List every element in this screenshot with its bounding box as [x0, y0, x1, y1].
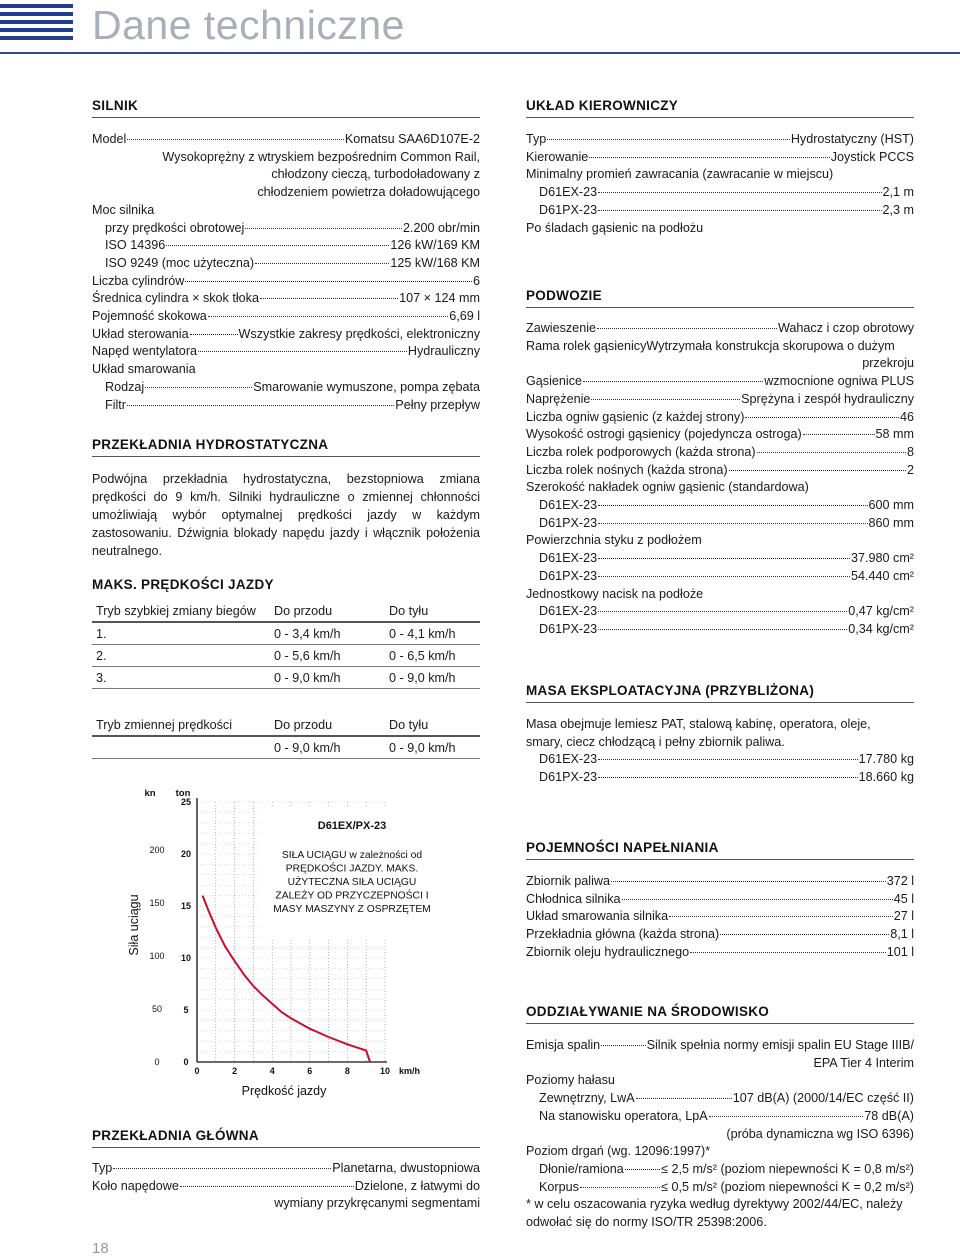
- spec-row: [526, 550, 914, 568]
- spec-row: [92, 326, 480, 344]
- table-header-row: [92, 600, 480, 622]
- table-header-row: [92, 714, 480, 736]
- drgan-label: Poziom drgań (wg. 12096:1997)*: [526, 1144, 711, 1159]
- spec-value: 107 dB(A) (2000/14/EC część II): [732, 1091, 914, 1106]
- section-title-masa: MASA EKSPLOATACYJNA (PRZYBLIŻONA): [526, 683, 914, 703]
- chart-ylabel: Siła uciągu: [127, 894, 141, 956]
- table-cell: 0 - 3,4 km/h: [270, 622, 385, 645]
- masa-specs: [526, 716, 914, 787]
- chart-xlabel: Prędkość jazdy: [241, 1084, 327, 1098]
- chart-y-tick-kn: 150: [149, 897, 165, 908]
- spec-label: Naprężenie: [526, 391, 591, 406]
- spec-label: D61PX-23: [539, 770, 598, 785]
- spec-value: 8: [906, 444, 914, 459]
- spec-label: Gąsienice: [526, 374, 583, 389]
- spec-value: wzmocnione ogniwa PLUS: [764, 374, 914, 389]
- spec-label: Liczba rolek nośnych (każda strona): [526, 462, 728, 477]
- table-cell: 0 - 9,0 km/h: [270, 667, 385, 689]
- spec-value: 2,3 m: [882, 202, 914, 217]
- section-title-glowna: PRZEKŁADNIA GŁÓWNA: [92, 1128, 480, 1148]
- glowna-extra: wymiany przykręcanymi segmentami: [274, 1196, 480, 1211]
- spec-row: [526, 568, 914, 586]
- spec-value: 860 mm: [868, 515, 914, 530]
- spec-label: Korpus: [539, 1179, 579, 1194]
- spec-value: Hydrostatyczny (HST): [790, 132, 914, 146]
- spec-label: D61EX-23: [539, 498, 598, 513]
- spec-row: [92, 290, 480, 308]
- table-row: [92, 736, 480, 759]
- table-cell: 0 - 5,6 km/h: [270, 645, 385, 667]
- spec-value: 17.780 kg: [858, 752, 914, 767]
- chart-x-tick: 6: [307, 1066, 313, 1076]
- spec-label: Typ: [92, 1161, 113, 1175]
- spec-value: 125 kW/168 KM: [390, 255, 480, 270]
- spec-value: 126 kW/169 KM: [390, 238, 480, 253]
- spec-label: Rodzaj: [105, 379, 145, 394]
- spec-row: [526, 1108, 914, 1126]
- spec-value: 2,1 m: [882, 185, 914, 200]
- spec-label: D61PX-23: [539, 621, 598, 636]
- spec-row: [92, 308, 480, 326]
- section-title-kierownica: UKŁAD KIEROWNICZY: [526, 98, 914, 118]
- spec-row: [526, 409, 914, 427]
- chart-x-tick: 2: [232, 1066, 238, 1076]
- spec-row: [526, 1161, 914, 1179]
- header-divider: [0, 52, 960, 54]
- spec-row: [526, 1179, 914, 1197]
- table-cell: 0 - 9,0 km/h: [385, 736, 480, 759]
- chart-y-tick-kn: 0: [154, 1057, 160, 1067]
- table-cell: 0 - 4,1 km/h: [385, 622, 480, 645]
- spec-value: 6: [472, 273, 480, 288]
- glowna-specs: [92, 1160, 480, 1213]
- spec-value: 2: [906, 462, 914, 477]
- spec-value: Planetarna, dwustopniowa: [332, 1161, 480, 1175]
- spec-row: [526, 391, 914, 409]
- spec-value: 0,47 kg/cm²: [848, 604, 914, 619]
- spec-label: ISO 9249 (moc użyteczna): [105, 255, 255, 270]
- spec-row: [526, 926, 914, 944]
- spec-row: [92, 273, 480, 291]
- table-row: [92, 645, 480, 667]
- spec-row: [92, 220, 480, 238]
- spec-value: 0,34 kg/cm²: [848, 621, 914, 636]
- srodowisko-specs: [526, 1037, 914, 1232]
- spec-value: ≤ 0,5 m/s² (poziom niepewności K = 0,2 m/s²): [661, 1179, 914, 1194]
- table-cell: 0 - 9,0 km/h: [270, 736, 385, 759]
- chart-y-tick-ton: 0: [183, 1057, 189, 1067]
- halas-extra: (próba dynamiczna wg ISO 6396): [726, 1126, 914, 1141]
- section-title-podwozie: PODWOZIE: [526, 288, 914, 308]
- table-header-cell: Do przodu: [270, 600, 385, 622]
- spec-row: [92, 1178, 480, 1196]
- spec-label: ISO 14396: [105, 238, 166, 253]
- table-header-cell: Do przodu: [270, 714, 385, 736]
- pow-label: Powierzchnia styku z podłożem: [526, 533, 702, 548]
- spec-row: [526, 184, 914, 202]
- spec-value: Hydrauliczny: [407, 344, 480, 359]
- spec-value: 58 mm: [875, 427, 914, 442]
- chart-x-tick: 0: [194, 1066, 200, 1076]
- spec-row: [92, 397, 480, 415]
- table-cell: 2.: [92, 645, 270, 667]
- spec-value: 6,69 l: [449, 309, 480, 324]
- table-cell: 3.: [92, 667, 270, 689]
- spec-row: [92, 379, 480, 397]
- spec-row: [92, 237, 480, 255]
- spec-label: D61EX-23: [539, 551, 598, 566]
- chart-y-tick-ton: 20: [180, 849, 192, 859]
- spec-label: Filtr: [105, 397, 126, 412]
- drawbar-pull-chart: [110, 780, 440, 1100]
- spec-value: 2.200 obr/min: [402, 220, 480, 235]
- table-cell: [92, 736, 270, 759]
- spec-row: [92, 343, 480, 361]
- chart-annotation: SIŁA UCIĄGU w zależności od PRĘDKOŚCI JAZDY. MAKS. UŻYTECZNA SIŁA UCIĄGU ZALEŻY OD PRZYCZEPNOŚCI I MASY MASZYNY Z OSPRZĘTEM: [273, 850, 431, 915]
- chart-unit-ton: ton: [175, 788, 191, 799]
- table-row: [92, 622, 480, 645]
- rama-line: Rama rolek gąsienicyWytrzymała konstrukcja skorupowa o dużym: [526, 338, 895, 353]
- spec-row: [526, 1090, 914, 1108]
- chart-y-tick-kn: 50: [151, 1003, 163, 1014]
- table-cell: 1.: [92, 622, 270, 645]
- spec-label: Koło napędowe: [92, 1178, 179, 1193]
- kierownica-specs: [526, 131, 914, 237]
- spec-row: [526, 908, 914, 926]
- spec-row: [526, 462, 914, 480]
- spec-label: Zbiornik paliwa: [526, 874, 610, 888]
- speed-table-2: [92, 714, 480, 759]
- spec-label: Układ smarowania silnika: [526, 909, 669, 924]
- spec-label: Pojemność skokowa: [92, 309, 207, 324]
- spec-label: Na stanowisku operatora, LpA: [539, 1108, 708, 1123]
- section-title-silnik: SILNIK: [92, 98, 480, 118]
- table-header-cell: Do tyłu: [385, 600, 480, 622]
- halas-label: Poziomy hałasu: [526, 1073, 615, 1088]
- spec-label: Układ sterowania: [92, 326, 189, 341]
- spec-label: Średnica cylindra × skok tłoka: [92, 291, 259, 306]
- podwozie-specs: [526, 320, 914, 639]
- promien-label: Minimalny promień zawracania (zawracanie w miejscu): [526, 167, 834, 182]
- szer-label: Szerokość nakładek ogniw gąsienic (standardowa): [526, 480, 809, 495]
- chart-x-tick: 4: [269, 1066, 275, 1076]
- spec-value: ≤ 2,5 m/s² (poziom niepewności K = 0,8 m/s²): [661, 1161, 914, 1176]
- spec-label: D61PX-23: [539, 202, 598, 217]
- spec-value: Dzielone, z łatwymi do: [354, 1178, 480, 1193]
- spec-label: Wysokość ostrogi gąsienicy (pojedyncza ostroga): [526, 427, 802, 442]
- spec-value: Pełny przepływ: [395, 397, 480, 412]
- spec-row-model: [92, 131, 480, 149]
- rama-line-2: przekroju: [862, 356, 914, 371]
- speed-table-1: [92, 600, 480, 689]
- table-header-cell: Tryb zmiennej prędkości: [92, 714, 270, 736]
- spec-label: Model: [92, 132, 127, 146]
- spec-value: 372 l: [886, 874, 914, 888]
- chart-y-tick-ton: 15: [180, 901, 192, 911]
- spec-label: Kierowanie: [526, 149, 589, 164]
- page-title: Dane techniczne: [92, 2, 405, 48]
- spec-value: Smarowanie wymuszone, pompa zębata: [253, 379, 480, 394]
- spec-row: [526, 131, 914, 149]
- spec-value: 600 mm: [868, 498, 914, 513]
- header-stripes-logo: [0, 4, 73, 44]
- emisja-line-2: EPA Tier 4 Interim: [813, 1055, 914, 1070]
- spec-value: 8,1 l: [890, 927, 914, 942]
- table-header-cell: Do tyłu: [385, 714, 480, 736]
- hydro-text: Podwójna przekładnia hydrostatyczna, bezstopniowa zmiana prędkości do 9 km/h. Silniki hydrauliczne o zmiennej chłonności umożliwiają wybór optymalnej prędkości jazdy w każdym zastosowaniu. Dźwignia blokady napędu jazdy i włącznik położenia neutralnego.: [92, 472, 480, 558]
- spec-label: D61PX-23: [539, 515, 598, 530]
- table-header-cell: Tryb szybkiej zmiany biegów: [92, 600, 270, 622]
- kier-extra: Po śladach gąsienic na podłożu: [526, 220, 704, 235]
- spec-row: [526, 444, 914, 462]
- spec-label: D61PX-23: [539, 568, 598, 583]
- spec-value: 18.660 kg: [858, 770, 914, 785]
- spec-label: D61EX-23: [539, 185, 598, 200]
- spec-label: Liczba ogniw gąsienic (z każdej strony): [526, 409, 745, 424]
- page-number: 18: [92, 1240, 109, 1257]
- moc-label: Moc silnika: [92, 202, 155, 217]
- spec-row: [92, 255, 480, 273]
- spec-row: [526, 149, 914, 167]
- spec-label: Napęd wentylatora: [92, 344, 198, 359]
- masa-text: Masa obejmuje lemiesz PAT, stalową kabinę, operatora, oleje, smary, ciecz chłodzącą i pełny zbiornik paliwa.: [526, 717, 871, 749]
- chart-unit-kn: kn: [144, 788, 156, 799]
- section-title-maks: MAKS. PRĘDKOŚCI JAZDY: [92, 577, 274, 592]
- spec-label: Dłonie/ramiona: [539, 1161, 624, 1176]
- section-title-hydro: PRZEKŁADNIA HYDROSTATYCZNA: [92, 437, 480, 457]
- spec-label: Zewnętrzny, LwA: [539, 1091, 635, 1106]
- spec-value: Joystick PCCS: [830, 149, 914, 164]
- spec-value: 37.980 cm²: [851, 551, 914, 566]
- spec-value: Sprężyna i zespół hydrauliczny: [741, 391, 914, 406]
- model-desc-1: Wysokoprężny z wtryskiem bezpośrednim Common Rail,: [162, 149, 480, 164]
- spec-row: [526, 497, 914, 515]
- spec-label: D61EX-23: [539, 604, 598, 619]
- section-title-pojemnosci: POJEMNOŚCI NAPEŁNIANIA: [526, 840, 914, 860]
- spec-label: Przekładnia główna (każda strona): [526, 927, 720, 942]
- chart-title: D61EX/PX-23: [317, 820, 387, 832]
- footnote: * w celu oszacowania ryzyka według dyrektywy 2002/44/EC, należy odwołać się do normy ISO/TR 25398:2006.: [526, 1197, 903, 1230]
- spec-row: Zawieszenie Wahacz i czop obrotowy: [526, 321, 914, 335]
- spec-label: przy prędkości obrotowej: [105, 220, 245, 235]
- spec-value: 78 dB(A): [864, 1108, 914, 1123]
- chart-y-tick-ton: 5: [183, 1005, 189, 1015]
- section-title-srodowisko: ODDZIAŁYWANIE NA ŚRODOWISKO: [526, 1004, 914, 1024]
- spec-row: [526, 891, 914, 909]
- spec-row: [526, 621, 914, 639]
- chart-x-tick: 8: [344, 1066, 350, 1076]
- chart-y-tick-kn: 100: [149, 950, 165, 961]
- nac-label: Jednostkowy nacisk na podłoże: [526, 586, 704, 601]
- spec-value: 27 l: [893, 909, 914, 924]
- spec-label: Chłodnica silnika: [526, 891, 621, 906]
- spec-row: [526, 515, 914, 533]
- spec-value: Wszystkie zakresy prędkości, elektroniczny: [238, 326, 480, 341]
- spec-row: [526, 426, 914, 444]
- spec-row: [526, 944, 914, 962]
- spec-row: [526, 751, 914, 769]
- spec-value: 45 l: [893, 891, 914, 906]
- smar-label: Układ smarowania: [92, 362, 196, 377]
- spec-label: Zbiornik oleju hydraulicznego: [526, 944, 690, 959]
- model-desc-3: chłodzeniem powietrza doładowującego: [257, 185, 480, 200]
- spec-row: Emisja spalin Silnik spełnia normy emisji spalin EU Stage IIIB/: [526, 1038, 914, 1052]
- spec-label: Typ: [526, 132, 547, 146]
- spec-value: Komatsu SAA6D107E-2: [344, 132, 480, 146]
- spec-row: [526, 202, 914, 220]
- chart-x-tick: 10: [379, 1066, 391, 1076]
- spec-label: D61EX-23: [539, 752, 598, 767]
- spec-row: [526, 373, 914, 391]
- spec-label: Liczba cylindrów: [92, 273, 185, 288]
- spec-row: [526, 603, 914, 621]
- spec-value: 107 × 124 mm: [399, 291, 480, 306]
- pojemnosci-specs: [526, 873, 914, 962]
- model-desc-2: chłodzony cieczą, turbodoładowany z: [271, 167, 480, 182]
- chart-x-unit: km/h: [399, 1066, 421, 1076]
- table-cell: 0 - 9,0 km/h: [385, 667, 480, 689]
- spec-value: 54.440 cm²: [851, 568, 914, 583]
- spec-value: 101 l: [886, 944, 914, 959]
- spec-row: [526, 873, 914, 891]
- silnik-specs: [92, 131, 480, 414]
- chart-y-tick-ton: 10: [180, 953, 192, 963]
- spec-row: [92, 1160, 480, 1178]
- table-row: [92, 667, 480, 689]
- spec-row: [526, 769, 914, 787]
- spec-value: 46: [899, 409, 914, 424]
- chart-y-tick-kn: 200: [149, 844, 165, 855]
- table-cell: 0 - 6,5 km/h: [385, 645, 480, 667]
- spec-label: Liczba rolek podporowych (każda strona): [526, 444, 756, 459]
- chart-y-tick-ton: 25: [180, 797, 192, 807]
